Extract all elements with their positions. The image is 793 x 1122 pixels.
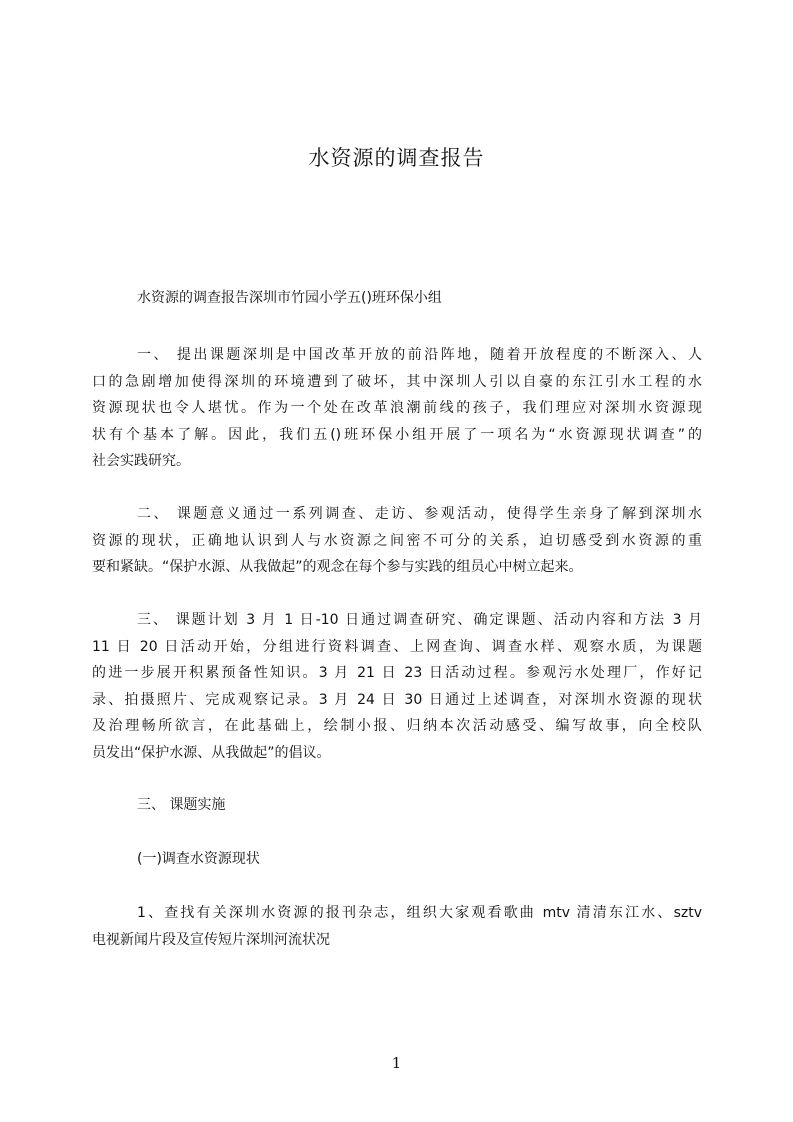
page-number: 1: [391, 1054, 402, 1072]
section-3-paragraph: [92, 607, 702, 766]
text-line: 三、 课题计划 3 月 1 日-10 日通过调查研究、确定课题、活动内容和方法 3 月: [137, 612, 702, 628]
subheading: [92, 846, 702, 873]
section-heading-line: 三、 课题实施: [137, 797, 226, 813]
section-4-heading: [92, 792, 702, 819]
page-title: 水资源的调查报告: [308, 146, 485, 170]
intro-line: 水资源的调查报告深圳市竹园小学五()班环保小组: [137, 290, 442, 306]
intro-paragraph: [92, 285, 702, 312]
section-2-paragraph: [92, 501, 702, 581]
text-line: 状有个基本了解。因此，我们五()班环保小组开展了一项名为“水资源现状调查”的: [92, 426, 702, 443]
text-line: 11 日 20 日活动开始，分组进行资料调查、上网查询、调查水样、观察水质，为课题: [92, 638, 702, 655]
text-line: 口的急剧增加使得深圳的环境遭到了破坏，其中深圳人引以自豪的东江引水工程的水: [92, 373, 702, 390]
text-line: 一、 提出课题深圳是中国改革开放的前沿阵地，随着开放程度的不断深入、人: [137, 347, 702, 363]
text-line: 录、拍摄照片、完成观察记录。3 月 24 日 30 日通过上述调查，对深圳水资源的现状: [92, 691, 702, 708]
subheading-line: (一)调查水资源现状: [137, 851, 260, 867]
text-line: 二、 课题意义通过一系列调查、走访、参观活动，使得学生亲身了解到深圳水: [137, 506, 702, 522]
section-1-paragraph: [92, 342, 702, 475]
text-line: 要和紧缺。“保护水源、从我做起”的观念在每个参与实践的组员心中树立起来。: [92, 559, 583, 575]
text-line: 及治理畅所欲言，在此基础上，绘制小报、归纳本次活动感受、编写故事，向全校队: [92, 718, 702, 734]
item-1-paragraph: [92, 900, 702, 953]
text-line: 的进一步展开积累预备性知识。3 月 21 日 23 日活动过程。参观污水处理厂，作好记: [92, 665, 702, 681]
text-line: 资源的现状，正确地认识到人与水资源之间密不可分的关系，迫切感受到水资源的重: [92, 532, 702, 549]
text-line: 社会实践研究。: [92, 453, 190, 469]
text-line: 资源现状也令人堪忧。作为一个处在改革浪潮前线的孩子，我们理应对深圳水资源现: [92, 400, 702, 416]
text-line: 员发出“保护水源、从我做起”的倡议。: [92, 744, 331, 761]
text-line: 电视新闻片段及宣传短片深圳河流状况: [92, 931, 330, 948]
text-line: 1、查找有关深圳水资源的报刊杂志，组织大家观看歌曲 mtv 清清东江水、sztv: [137, 905, 702, 921]
